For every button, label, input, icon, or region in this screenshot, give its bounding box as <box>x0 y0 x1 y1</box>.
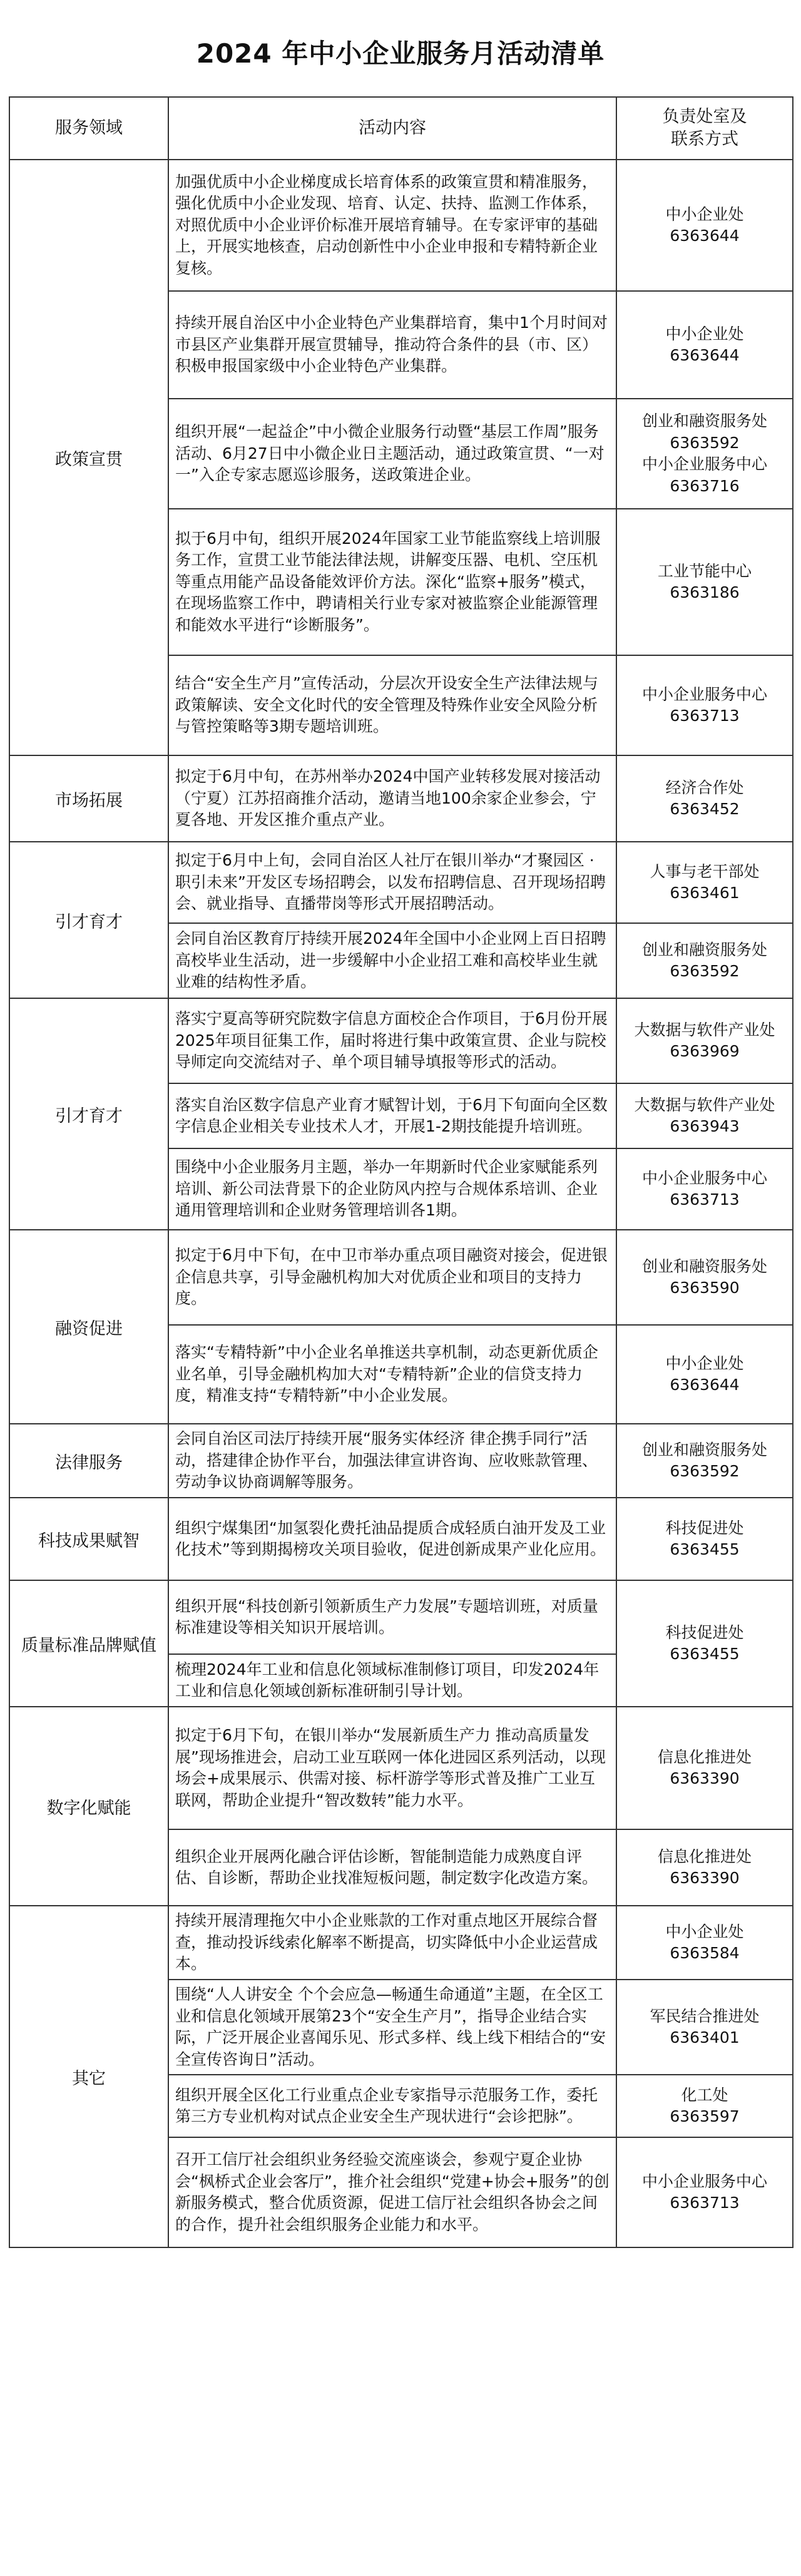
activity-content-cell: 持续开展清理拖欠中小企业账款的工作对重点地区开展综合督查，推动投诉线索化解率不断提高，切实降低中小企业运营成本。 <box>168 1906 616 1980</box>
activity-content-cell: 持续开展自治区中小企业特色产业集群培育，集中1个月时间对市县区产业集群开展宣贯辅导，推动符合条件的县（市、区）积极申报国家级中小企业特色产业集群。 <box>168 291 616 399</box>
phone-number: 6363713 <box>670 707 740 725</box>
department-name: 创业和融资服务处 <box>641 1257 767 1275</box>
department-name: 工业节能中心 <box>657 561 752 580</box>
activity-content-cell: 结合“安全生产月”宣传活动，分层次开设安全生产法律法规与政策解读、安全文化时代的安全管理及特殊作业安全风险分析与管控策略等3期专题培训班。 <box>168 655 616 755</box>
phone-number: 6363186 <box>670 583 740 601</box>
table-row <box>9 160 793 291</box>
contact-cell <box>616 1230 793 1325</box>
contact-cell <box>616 509 793 655</box>
contact-cell <box>616 2137 793 2247</box>
activity-content-cell: 围绕中小企业服务月主题，举办一年期新时代企业家赋能系列培训、新公司法背景下的企业防风内控与合规体系培训、企业通用管理培训和企业财务管理培训各1期。 <box>168 1148 616 1230</box>
service-domain-cell: 质量标准品牌赋值 <box>9 1580 168 1707</box>
table-row <box>9 755 793 842</box>
department-name: 军民结合推进处 <box>650 2006 760 2025</box>
contact-cell <box>616 842 793 923</box>
table-row <box>9 1230 793 1325</box>
contact-cell <box>616 1325 793 1424</box>
activity-content-cell: 拟定于6月下旬，在银川举办“发展新质生产力 推动高质量发展”现场推进会，启动工业互联网一体化进园区系列活动，以现场会+成果展示、供需对接、标杆游学等形式普及推广工业互联网，帮助企业提升“智改数转”能力水平。 <box>168 1707 616 1829</box>
activity-content-cell: 拟于6月中旬，组织开展2024年国家工业节能监察线上培训服务工作，宣贯工业节能法律法规，讲解变压器、电机、空压机等重点用能产品设备能效评价方法。深化“监察+服务”模式，在现场监察工作中，聘请相关行业专家对被监察企业能源管理和能效水平进行“诊断服务”。 <box>168 509 616 655</box>
contact-cell <box>616 1148 793 1230</box>
contact-cell <box>616 160 793 291</box>
header-content: 活动内容 <box>168 97 616 160</box>
contact-cell <box>616 1498 793 1580</box>
phone-number: 6363592 <box>670 433 740 452</box>
contact-cell <box>616 399 793 509</box>
contact-cell <box>616 755 793 842</box>
activity-content-cell: 组织开展“科技创新引领新质生产力发展”专题培训班，对质量标准建设等相关知识开展培训。 <box>168 1580 616 1654</box>
activity-content-cell: 组织宁煤集团“加氢裂化费托油品提质合成轻质白油开发及工业化技术”等到期揭榜攻关项目验收，促进创新成果产业化应用。 <box>168 1498 616 1580</box>
table-row <box>9 1580 793 1654</box>
phone-number: 6363401 <box>670 2028 740 2047</box>
page <box>9 8 792 2568</box>
activity-content-cell: 落实宁夏高等研究院数字信息方面校企合作项目，于6月份开展2025年项目征集工作，届时将进行集中政策宣贯、企业与院校导师定向交流结对子、单个项目辅导填报等形式的活动。 <box>168 998 616 1083</box>
activity-content-cell: 召开工信厅社会组织业务经验交流座谈会，参观宁夏企业协会“枫桥式企业会客厅”，推介社会组织“党建+协会+服务”的创新服务模式，整合优质资源，促进工信厅社会组织各协会之间的合作，提升社会组织服务企业能力和水平。 <box>168 2137 616 2247</box>
department-name: 大数据与软件产业处 <box>634 1095 775 1114</box>
phone-number: 6363584 <box>670 1944 740 1962</box>
activity-content-cell: 落实“专精特新”中小企业名单推送共享机制，动态更新优质企业名单，引导金融机构加大对“专精特新”企业的信贷支持力度，精准支持“专精特新”中小企业发展。 <box>168 1325 616 1424</box>
header-domain: 服务领域 <box>9 97 168 160</box>
department-name: 中小企业处 <box>665 205 744 223</box>
department-name: 中小企业处 <box>665 1354 744 1372</box>
department-name: 大数据与软件产业处 <box>634 1020 775 1039</box>
phone-number: 6363592 <box>670 962 740 980</box>
activity-content-cell: 围绕“人人讲安全 个个会应急—畅通生命通道”主题，在全区工业和信息化领域开展第23个“安全生产月”，指导企业结合实际，广泛开展企业喜闻乐见、形式多样、线上线下相结合的“安全宣传咨询日”活动。 <box>168 1980 616 2075</box>
activity-content-cell: 组织开展全区化工行业重点企业专家指导示范服务工作，委托第三方专业机构对试点企业安全生产现状进行“会诊把脉”。 <box>168 2075 616 2137</box>
contact-cell <box>616 1980 793 2075</box>
document-title: 2024 年中小企业服务月活动清单 <box>196 38 605 69</box>
table-row <box>9 998 793 1083</box>
phone-number: 6363390 <box>670 1869 740 1887</box>
activity-table <box>9 96 793 2248</box>
department-name: 信息化推进处 <box>657 1847 752 1866</box>
activity-content-cell: 拟定于6月中上旬，会同自治区人社厅在银川举办“才聚园区 · 职引未来”开发区专场招聘会，以发布招聘信息、召开现场招聘会、就业指导、直播带岗等形式开展招聘活动。 <box>168 842 616 923</box>
activity-content-cell: 落实自治区数字信息产业育才赋智计划，于6月下旬面向全区数字信息企业相关专业技术人才，开展1-2期技能提升培训班。 <box>168 1083 616 1148</box>
department-name: 创业和融资服务处 <box>641 1440 767 1459</box>
contact-cell <box>616 1083 793 1148</box>
service-domain-cell: 市场拓展 <box>9 755 168 842</box>
activity-content-cell: 组织企业开展两化融合评估诊断，智能制造能力成熟度自评估、自诊断，帮助企业找准短板问题，制定数字化改造方案。 <box>168 1829 616 1906</box>
service-domain-cell: 引才育才 <box>9 842 168 998</box>
phone-number: 6363713 <box>670 2194 740 2212</box>
phone-number: 6363644 <box>670 227 740 245</box>
service-domain-cell: 法律服务 <box>9 1424 168 1498</box>
contact-cell <box>616 1580 793 1707</box>
phone-number: 6363390 <box>670 1769 740 1787</box>
table-row <box>9 1498 793 1580</box>
phone-number: 6363597 <box>670 2107 740 2125</box>
activity-content-cell: 拟定于6月中下旬，在中卫市举办重点项目融资对接会，促进银企信息共享，引导金融机构加大对优质企业和项目的支持力度。 <box>168 1230 616 1325</box>
phone-number: 6363969 <box>670 1042 740 1060</box>
phone-number: 6363943 <box>670 1117 740 1135</box>
phone-number: 6363592 <box>670 1462 740 1480</box>
activity-content-cell: 组织开展“一起益企”中小微企业服务行动暨“基层工作周”服务活动、6月27日中小微企业日主题活动，通过政策宣贯、“一对一”入企专家志愿巡诊服务，送政策进企业。 <box>168 399 616 509</box>
phone-number: 6363455 <box>670 1540 740 1558</box>
phone-number: 6363713 <box>670 1190 740 1209</box>
activity-content-cell: 加强优质中小企业梯度成长培育体系的政策宣贯和精准服务，强化优质中小企业发现、培育、认定、扶持、监测工作体系，对照优质中小企业评价标准开展培育辅导。在专家评审的基础上，开展实地核查，启动创新性中小企业申报和专精特新企业复核。 <box>168 160 616 291</box>
contact-cell <box>616 1707 793 1829</box>
table-row <box>9 1707 793 1829</box>
department-name: 中小企业处 <box>665 324 744 343</box>
department-name: 创业和融资服务处 <box>641 412 767 430</box>
phone-number: 6363452 <box>670 800 740 818</box>
department-name: 中小企业服务中心 <box>641 1168 767 1187</box>
department-name: 科技促进处 <box>665 1518 744 1537</box>
service-domain-cell: 其它 <box>9 1906 168 2247</box>
header-contact-line2: 联系方式 <box>671 130 738 149</box>
activity-content-cell: 会同自治区教育厅持续开展2024年全国中小企业网上百日招聘高校毕业生活动，进一步缓解中小企业招工难和高校毕业生就业难的结构性矛盾。 <box>168 923 616 998</box>
contact-cell <box>616 1906 793 1980</box>
contact-cell <box>616 1424 793 1498</box>
service-domain-cell: 融资促进 <box>9 1230 168 1424</box>
activity-content-cell: 会同自治区司法厅持续开展“服务实体经济 律企携手同行”活动，搭建律企协作平台，加强法律宣讲咨询、应收账款管理、劳动争议协商调解等服务。 <box>168 1424 616 1498</box>
table-row <box>9 1906 793 1980</box>
phone-number: 6363716 <box>670 476 740 495</box>
contact-cell <box>616 923 793 998</box>
department-name: 化工处 <box>681 2085 728 2104</box>
contact-cell <box>616 291 793 399</box>
table-row <box>9 842 793 923</box>
service-domain-cell: 引才育才 <box>9 998 168 1230</box>
phone-number: 6363461 <box>670 884 740 902</box>
phone-number: 6363590 <box>670 1279 740 1297</box>
table-row <box>9 1424 793 1498</box>
contact-cell <box>616 1829 793 1906</box>
contact-cell <box>616 2075 793 2137</box>
contact-cell <box>616 655 793 755</box>
activity-content-cell: 梳理2024年工业和信息化领域标准制修订项目，印发2024年工业和信息化领域创新标准研制引导计划。 <box>168 1654 616 1707</box>
department-name: 中小企业服务中心 <box>641 455 767 473</box>
service-domain-cell: 数字化赋能 <box>9 1707 168 1906</box>
department-name: 中小企业服务中心 <box>641 2172 767 2190</box>
department-name: 经济合作处 <box>665 778 744 797</box>
department-name: 中小企业处 <box>665 1922 744 1941</box>
phone-number: 6363644 <box>670 346 740 364</box>
header-contact <box>616 97 793 160</box>
header-contact-line1: 负责处室及 <box>662 106 747 126</box>
activity-content-cell: 拟定于6月中旬，在苏州举办2024中国产业转移发展对接活动（宁夏）江苏招商推介活动，邀请当地100余家企业参会，宁夏各地、开发区推介重点产业。 <box>168 755 616 842</box>
phone-number: 6363455 <box>670 1645 740 1663</box>
phone-number: 6363644 <box>670 1376 740 1394</box>
department-name: 信息化推进处 <box>657 1747 752 1766</box>
contact-cell <box>616 998 793 1083</box>
department-name: 创业和融资服务处 <box>641 940 767 959</box>
service-domain-cell: 科技成果赋智 <box>9 1498 168 1580</box>
table-body <box>9 160 793 2247</box>
service-domain-cell: 政策宣贯 <box>9 160 168 755</box>
department-name: 中小企业服务中心 <box>641 685 767 703</box>
header-row <box>9 97 793 160</box>
department-name: 科技促进处 <box>665 1623 744 1642</box>
department-name: 人事与老干部处 <box>650 862 760 881</box>
